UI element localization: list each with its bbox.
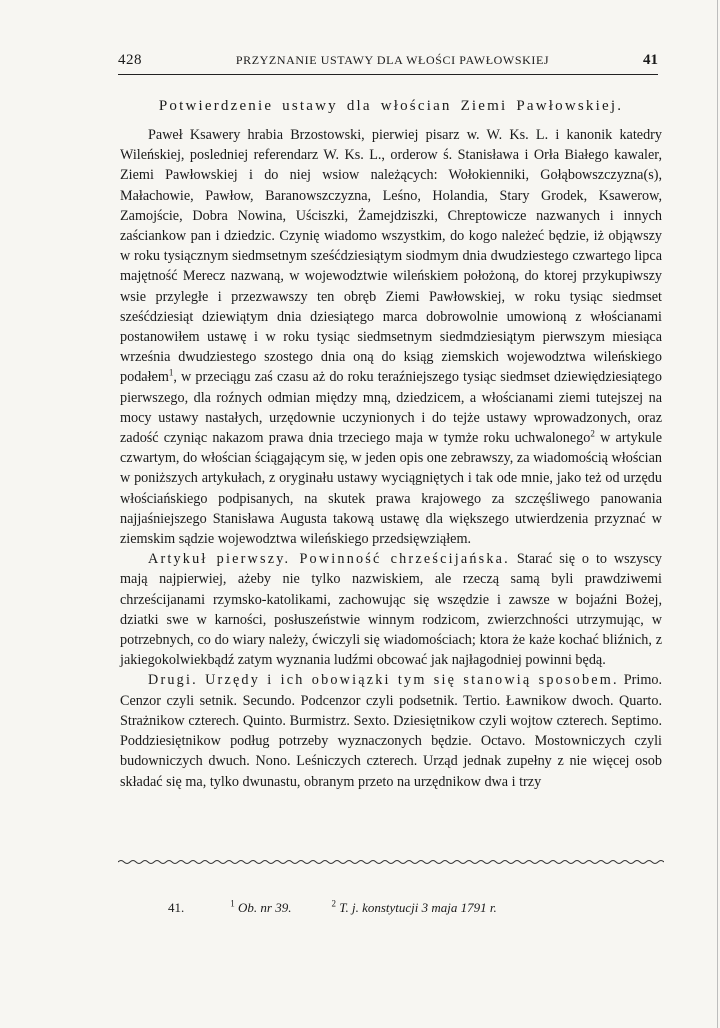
footnote-1-mark: 1 (230, 898, 235, 909)
running-title: PRZYZNANIE USTAWY DLA WŁOŚCI PAWŁOWSKIEJ (235, 53, 550, 67)
footnote-2-text: T. j. konstytucji 3 maja 1791 r. (339, 900, 497, 915)
article-2-text: Primo. Cenzor czyli setnik. Secundo. Podcenzor czyli podsetnik. Tertio. Ławnikow dwoch. Quarto. Strażnikow czterech. Quinto. Burmistrz. Sexto. Dziesiętnikow czyli wojtow czterech. Septimo. Poddziesiętnikow podług potrzeby wyznaczonych będzie. Octavo. Mostowniczych czyli budowniczych dwuch. Nono. Leśniczych czterech. Urząd jednak zupełny z nie więcej osob składać się ma, tylko dwunastu, obranym przeto na urzędnikow dwa i trzy (120, 672, 663, 790)
paragraph-article-2 (120, 670, 662, 791)
page-body (120, 98, 662, 792)
page-edge-line (717, 0, 718, 1028)
document-text (120, 125, 662, 792)
document-number: 41 (643, 52, 658, 68)
article-2-heading: Drugi. Urzędy i ich obowiązki tym się stanowią sposobem. (148, 672, 619, 689)
footnote-ref-2: 2 (590, 428, 595, 439)
footnote-1 (230, 900, 291, 916)
paragraph-intro-part2: , w przeciągu zaś czasu aż do roku teraźniejszego tysiąc siedmset dziewiędziesiątego pierwszego, dla roźnych odmian między mną, dziedzicem, a włościanami ziemi tutejszej na mocy ustawy nastałych, urzędownie uczynionych i do tejże ustawy wprowadzonych, oraz zadość czyniąc nakazom prawa dnia trzeciego maja w tymże roku uchwalonego (120, 369, 662, 447)
article-1-text: Starać się o to wszyscy mają najpierwiej, ażeby nie tylko nazwiskiem, ale rzeczą samą byli prawdziwemi chrześcijanami rzymsko-katolikami, zachowując się wszędzie i zawsze w bojaźni Bożej, dziatki swe w karności, posłuszeństwie winnym rodzicom, zwierzchności utrzymując, w potrzebnych, co do wiary należy, ćwiczyli się wiadomościach; ktora że każe kochać bliźnich, z jakiegokolwiekbądź zatym wyznania ludźmi obcować jak najłagodniej powinni będą. (120, 551, 662, 669)
footnote-1-text: Ob. nr 39. (238, 900, 292, 915)
footnote-2-mark: 2 (331, 898, 336, 909)
paragraph-intro-part1: Paweł Ksawery hrabia Brzostowski, pierwiej pisarz w. W. Ks. L. i kanonik katedry Wileńskiej, posledniej referendarz W. Ks. L., orderow ś. Stanisława i Orła Białego kawaler, Ziemi Pawłowskiej i do niej wsiow należących: Wołokienniki, Gołąbowszczyzna(s), Małachowie, Pawłow, Baranowszczyzna, Leśno, Holandia, Stary Grodek, Ksawerow, Zamojście, Dobra Nowina, Uściszki, Żamejdziszki, Chreptowicze nazwanych i innych zaściankow pan i dziedzic. Czynię wiadomo wszystkim, do kogo należeć będzie, iż objąwszy w roku tysiącznym siedmsetnym sześćdziesiątym siodmym dnia dwudziestego czwartego lipca majętność Merecz nazwaną, w wojewodztwie wileńskiem położoną, do ktorej przykupiwszy wsie przyległe i przezwawszy ten obręb Ziemi Pawłowskiej, w roku tysiąc siedmset sześćdziesiąt dziewiątym dnia dziesiątego marca dobrowolnie umowioną z włościanami postanowiłem ustawę i w roku tysiąc siedmsetnym siedmdziesiątym pierwszym miesiąca września dwudziestego szostego dnia oną do ksiąg ziemskich wojewodztwa wileńskiego podałem (120, 127, 662, 386)
running-header (118, 52, 658, 75)
paragraph-intro-part3: w artykule czwartym, do włościan ściągającym się, w jeden opis one zebrawszy, za wiadomością włościan w poniższych artykułach, z oryginału ustawy wyciągniętych i tak ode mnie, jako też od urzędu włościańskiego podpisanych, na skutek prawa krajowego za szczęśliwego panowania najjaśniejszego Stanisława Augusta takową ustawę dla większego utwierdzenia przyznać w ziemskim sądzie wojewodztwa wileńskiego przedsięwziąłem. (120, 430, 662, 548)
footnote-separator (118, 858, 664, 866)
paragraph-intro (120, 125, 662, 549)
article-1-heading: Artykuł pierwszy. Powinność chrześcijańska. (148, 551, 510, 568)
paragraph-article-1 (120, 549, 662, 670)
footnotes (168, 900, 497, 916)
document-title: Potwierdzenie ustawy dla włościan Ziemi Pawłowskiej. (158, 98, 624, 114)
footnote-doc-label: 41. (168, 900, 185, 915)
footnote-ref-1: 1 (168, 367, 174, 378)
footnote-2 (331, 900, 496, 916)
page-number: 428 (118, 52, 142, 68)
